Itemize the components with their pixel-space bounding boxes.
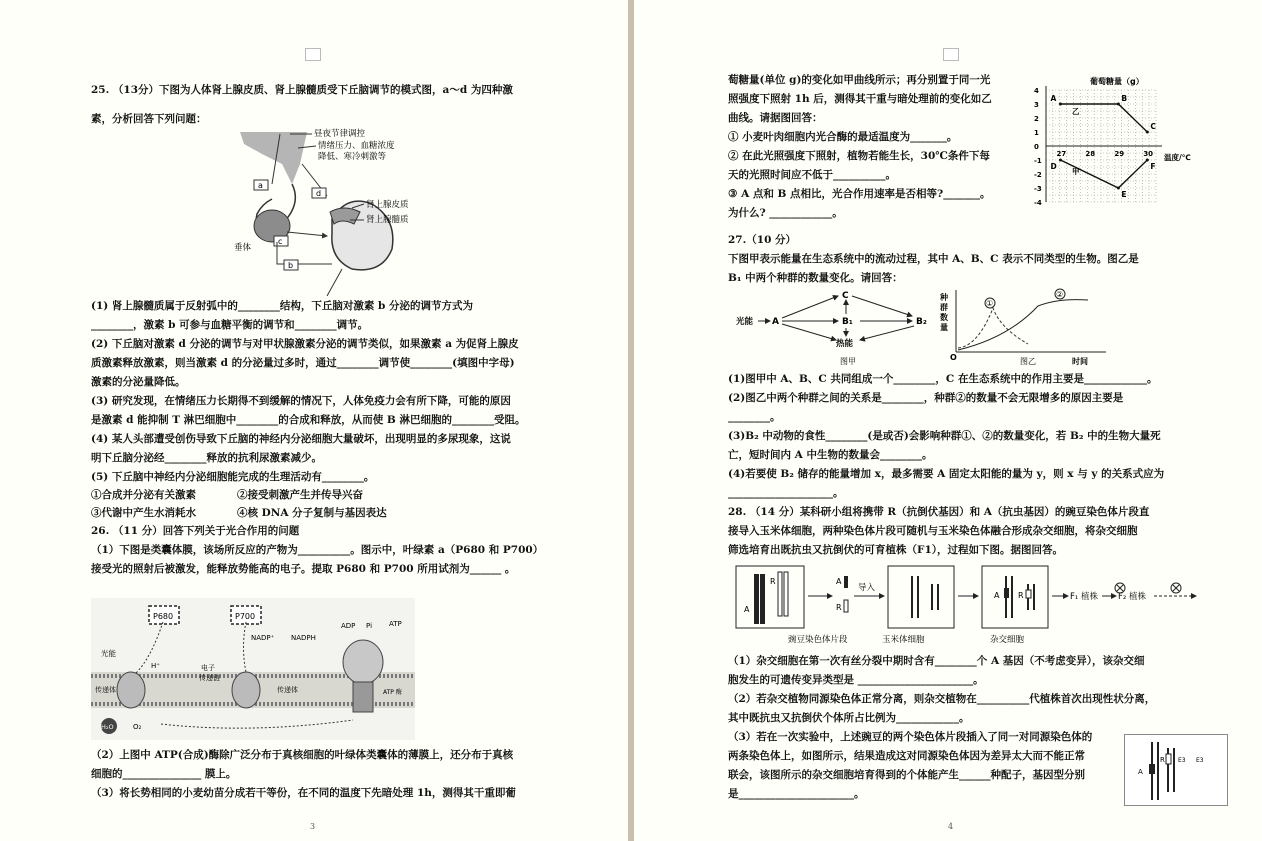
- q28-fig-f2: F₂ 植株: [1118, 592, 1146, 602]
- gc-point-label: D: [1050, 162, 1057, 171]
- jia-caption: 图甲: [840, 357, 856, 366]
- gc-y-tick: 0: [1034, 143, 1039, 151]
- gc-point: [1117, 187, 1120, 190]
- q26-line1: 26. （11 分）回答下列关于光合作用的问题: [91, 525, 300, 537]
- fig26-hplus-1: H⁺: [151, 662, 160, 670]
- q28-line1: 28. （14 分）某科研小组将携带 R（抗倒伏基因）和 A（抗虫基因）的豌豆染色体片段直: [728, 506, 1150, 518]
- yi-origin: O: [950, 353, 957, 362]
- hybrid-r-block: [1026, 590, 1031, 598]
- gc-y-tick: -4: [1034, 199, 1042, 206]
- small-fig-r: R: [1160, 756, 1165, 764]
- fig25-label-pituitary: 垂体: [234, 243, 252, 253]
- yi-curve-2-label: ②: [1056, 290, 1064, 299]
- fragment-r: [844, 600, 848, 612]
- q25-figure: [232, 124, 422, 296]
- gc-x-tick: 29: [1114, 150, 1125, 158]
- yi-ylabel-4: 量: [940, 323, 948, 332]
- gc-y-tick: 2: [1034, 115, 1039, 123]
- q26c-line6: 天的光照时间应不低于__________。: [728, 169, 896, 181]
- hybrid-cell-box: [982, 566, 1048, 628]
- jia-arrow-b2-heat: [860, 326, 914, 340]
- fig25-label-b: b: [288, 261, 294, 270]
- gc-x-tick: 30: [1143, 150, 1154, 158]
- q25-option-1: ①合成并分泌有关激素: [91, 489, 196, 501]
- q25-2-line3: 激素的分泌量降低。: [91, 376, 186, 388]
- pea-chrom-3: [778, 572, 782, 616]
- maize-cell-box: [888, 566, 954, 628]
- jia-arrow-a-c: [782, 296, 838, 318]
- fig26-chain: 传递链: [199, 674, 220, 682]
- q28-3-line2: 两条染色体上，如图所示，结果造成这对同源染色体因为差异太大而不能正常: [728, 750, 1085, 762]
- header-mark-icon: [305, 48, 321, 61]
- gc-y-tick: 3: [1034, 101, 1039, 109]
- glucose-chart-xlabel: 温度/℃: [1164, 153, 1191, 162]
- q28-line3: 筛选培育出既抗虫又抗倒伏的可育植株（F1），过程如下图。据图回答。: [728, 544, 1064, 556]
- gc-point: [1146, 131, 1149, 134]
- jia-b2: B₂: [916, 317, 927, 327]
- fig26-light: 光能: [101, 649, 116, 658]
- jia-light: 光能: [736, 317, 754, 327]
- adrenal-shape: [330, 208, 360, 224]
- q26-2-line1: （2）上图中 ATP(合成)酶除广泛分布于真核细胞的叶绿体类囊体的薄膜上，还分布于真核: [91, 749, 514, 761]
- q28-2-line1: （2）若杂交植物同源染色体正常分离，则杂交植物在__________代植株首次出现性状分离，: [728, 693, 1156, 705]
- q27-3-line2: 亡，短时间内 A 中生物的数量会________。: [728, 449, 933, 461]
- fig25-label-cortex: 肾上腺皮质: [366, 200, 409, 210]
- small-a-block: [1149, 764, 1155, 774]
- gc-y-tick: -1: [1034, 157, 1042, 165]
- small-r-block: [1166, 754, 1171, 764]
- page-number-right: 4: [948, 822, 954, 831]
- yi-curve-2: [958, 300, 1088, 350]
- q28-3-line4: 是______________________。: [728, 788, 865, 800]
- ureter-line: [327, 269, 342, 296]
- fig25-label-circadian: 昼夜节律调控: [314, 129, 366, 139]
- q25-option-4: ④核 DNA 分子复制与基因表达: [237, 507, 387, 519]
- q28-3-line1: （3）若在一次实验中，上述豌豆的两个染色体片段插入了同一对同源染色体的: [728, 731, 1093, 743]
- q25-3-line2: 是激素 d 能抑制 T 淋巴细胞中________的合成和释放，从而使 B 淋巴细胞的________受阻。: [91, 414, 526, 426]
- q26c-line7: ③ A 点和 B 点相比，光合作用速率是否相等?_______。: [728, 188, 991, 200]
- jia-heat: 热能: [836, 339, 854, 349]
- yi-ylabel-1: 种: [940, 293, 948, 302]
- page-left: [0, 0, 628, 841]
- q26-thylakoid-figure: [91, 598, 415, 740]
- q28-fig-r3: R: [1018, 591, 1024, 600]
- ps2-complex: [117, 672, 145, 708]
- fig25-label-d: d: [316, 189, 322, 198]
- q28-line2: 接导入玉米体细胞，两种染色体片段可随机与玉米染色体融合形成杂交细胞，将杂交细胞: [728, 525, 1138, 537]
- gc-y-tick: 1: [1034, 129, 1039, 137]
- yi-ylabel-3: 数: [940, 313, 948, 322]
- jia-b1: B₁: [842, 317, 853, 327]
- fig26-atp: ATP: [389, 620, 402, 628]
- q25-3-line1: (3) 研究发现，在情绪压力长期得不到缓解的情况下，人体免疫力会有所下降，可能的原因: [91, 395, 511, 407]
- fig25-label-stress-1: 情绪压力、血糖浓度: [318, 141, 395, 151]
- yi-curve-1-label: ①: [986, 299, 994, 308]
- q25-4-line1: (4) 某人头部遭受创伤导致下丘脑的神经内分泌细胞大量破坏，出现明显的多尿现象，这说: [91, 433, 511, 445]
- jia-arrow-a-heat: [782, 324, 836, 340]
- q27-header: 27.（10 分）: [728, 234, 797, 246]
- q28-2-line2: 其中既抗虫又抗倒伏个体所占比例为____________。: [728, 712, 970, 724]
- fig26-p700: P700: [235, 612, 256, 621]
- page-right: [634, 0, 1262, 841]
- fig25-label-medulla: 肾上腺髓质: [366, 215, 409, 225]
- hybrid-a-block: [1004, 588, 1009, 598]
- q27-4-line1: (4)若要使 B₂ 储存的能量增加 x，最多需要 A 固定太阳能的量为 y，则 x 与 y 的关系式应为: [728, 468, 1165, 480]
- q28-caption-hybrid: 杂交细胞: [990, 635, 1025, 645]
- gc-point: [1059, 159, 1062, 162]
- gc-point: [1117, 103, 1120, 106]
- yi-ylabel-2: 群: [940, 303, 948, 312]
- gc-point-label: E: [1121, 190, 1127, 199]
- yi-curve-1: [958, 308, 1028, 348]
- pea-cell-box: [736, 566, 804, 628]
- small-fig-e3a: E3: [1178, 757, 1186, 764]
- gc-x-tick: 28: [1085, 150, 1096, 158]
- q28-fig-r1: R: [770, 577, 776, 586]
- small-fig-e3b: E3: [1196, 757, 1204, 764]
- q26c-line4: ① 小麦叶肉细胞内光合酶的最适温度为_______。: [728, 131, 958, 143]
- q25-line1: 25. （13分）下图为人体肾上腺皮质、肾上腺髓质受下丘脑调节的模式图，a～d 为四种激: [91, 84, 513, 96]
- q28-caption-pea: 豌豆染色体片段: [788, 635, 848, 645]
- gc-point: [1146, 159, 1149, 162]
- fig26-carrier-2: 传递体: [277, 686, 298, 694]
- gc-point-label: A: [1050, 94, 1057, 103]
- q28-fig-f1: F₁ 植株: [1070, 592, 1098, 602]
- q25-5: (5) 下丘脑中神经内分泌细胞能完成的生理活动有________。: [91, 471, 375, 483]
- fig26-h2o: H₂O: [101, 723, 114, 731]
- fig25-label-stress-2: 降低、寒冷刺激等: [318, 152, 387, 162]
- pea-chrom-4: [784, 572, 788, 616]
- q28-small-figure: [1124, 734, 1228, 806]
- glucose-chart-title: 葡萄糖量（g）: [1090, 77, 1144, 86]
- fig26-o2: O₂: [133, 723, 142, 731]
- pea-chrom-1: [754, 574, 759, 624]
- fig26-p680: P680: [153, 612, 174, 621]
- gc-point: [1059, 103, 1062, 106]
- q27-4-line2: ____________________。: [728, 487, 844, 499]
- fragment-a: [844, 576, 848, 588]
- q26c-line8: 为什么? ____________。: [728, 207, 843, 219]
- small-fig-a: A: [1138, 768, 1143, 776]
- atp-synthase-head: [343, 640, 383, 684]
- yi-caption: 图乙: [1020, 357, 1036, 366]
- jia-c: C: [842, 291, 849, 301]
- q27-line1: 下图甲表示能量在生态系统中的流动过程，其中 A、B、C 表示不同类型的生物。图乙是: [728, 253, 1139, 265]
- q26c-line1: 萄糖量(单位 g)的变化如甲曲线所示；再分别置于同一光: [728, 74, 991, 86]
- q28-fig-r2: R: [836, 603, 842, 612]
- q26c-line3: 曲线。请据图回答：: [728, 112, 823, 124]
- q27-2-line2: ________。: [728, 411, 781, 423]
- fig26-electron: 电子: [201, 664, 215, 672]
- fig26-pi: Pi: [366, 622, 373, 630]
- fig-yi: [938, 288, 1110, 368]
- page-number-left: 3: [310, 822, 316, 831]
- q27-2-line1: (2)图乙中两个种群之间的关系是________，种群②的数量不会无限增多的原因主要是: [728, 392, 1124, 404]
- jia-a: A: [772, 317, 779, 327]
- gc-point-label: B: [1121, 94, 1128, 103]
- q25-1-line1: (1) 肾上腺髓质属于反射弧中的________结构，下丘脑对激素 b 分泌的调节方式为: [91, 300, 474, 312]
- gc-x-tick: 27: [1056, 150, 1067, 158]
- q28-fig-a2: A: [836, 577, 842, 586]
- q28-fig-a1: A: [744, 605, 750, 614]
- gc-point-label: F: [1150, 162, 1156, 171]
- q26c-line5: ② 在此光照强度下照射，植物若能生长，30℃条件下每: [728, 150, 990, 162]
- jia-arrow-c-b2: [852, 296, 912, 316]
- fig25-label-c: c: [278, 237, 283, 246]
- q28-1-line2: 胞发生的可遗传变异类型是 ______________________。: [728, 674, 984, 686]
- q26-1-line1: （1）下图是类囊体膜，该场所反应的产物为__________。图示中，叶绿素 a（P680 和 P700）: [91, 544, 544, 556]
- q27-3-line1: (3)B₂ 中动物的食性________(是或否)会影响种群①、②的数量变化，若 B₂ 中的生物大量死: [728, 430, 1161, 442]
- fig25-label-a: a: [258, 181, 263, 190]
- gc-series-name: 乙: [1072, 107, 1080, 116]
- q28-figure: [734, 562, 1204, 650]
- q25-2-line1: (2) 下丘脑对激素 d 分泌的调节与对甲状腺激素分泌的调节类似，如果激素 a 为促肾上腺皮: [91, 338, 519, 350]
- q28-3-line3: 联会，该图所示的杂交细胞培育得到的个体能产生______种配子，基因型分别: [728, 769, 1085, 781]
- q25-line2: 素，分析回答下列问题：: [91, 113, 207, 125]
- fig26-atpase: ATP 酶: [383, 689, 402, 696]
- fig26-nadp: NADP⁺: [251, 634, 275, 642]
- q28-caption-maize: 玉米体细胞: [882, 635, 925, 645]
- pea-chrom-2: [760, 574, 765, 624]
- ps1-complex: [232, 672, 260, 708]
- q26-3-line1: （3）将长势相同的小麦幼苗分成若干等份，在不同的温度下先暗处理 1h，测得其干重即葡: [91, 787, 516, 799]
- q26c-line2: 照强度下照射 1h 后，测得其干重与暗处理前的变化如乙: [728, 93, 992, 105]
- gc-point-label: C: [1150, 122, 1156, 131]
- gc-series-name: 甲: [1072, 167, 1080, 176]
- q25-1-line2: ________，激素 b 可参与血糖平衡的调节和________调节。: [91, 319, 369, 331]
- fig26-adp: ADP: [341, 622, 356, 630]
- glucose-chart: [1016, 74, 1212, 206]
- atp-synthase-stalk: [353, 682, 373, 712]
- q28-1-line1: （1）杂交细胞在第一次有丝分裂中期时含有________个 A 基因（不考虑变异），该杂交细: [728, 655, 1145, 667]
- q26-1-line2: 接受光的照射后被激发，能释放势能高的电子。提取 P680 和 P700 所用试剂为______ 。: [91, 563, 516, 575]
- yi-xlabel: 时间: [1072, 357, 1088, 366]
- gc-y-tick: -3: [1034, 185, 1042, 193]
- fig26-nadph: NADPH: [291, 634, 316, 642]
- q25-option-3: ③代谢中产生水消耗水: [91, 507, 196, 519]
- q25-option-2: ②接受刺激产生并传导兴奋: [237, 489, 363, 501]
- q25-2-line2: 质激素释放激素，则当激素 d 的分泌量过多时，通过________调节使________(填图中字母): [91, 357, 515, 369]
- fig26-carrier-1: 传递体: [95, 686, 116, 694]
- q28-fig-import: 导入: [858, 583, 876, 593]
- q25-4-line2: 明下丘脑分泌经________释放的抗利尿激素减少。: [91, 452, 322, 464]
- header-mark-icon: [943, 48, 959, 61]
- arrow-c: [287, 232, 327, 236]
- q26-2-line2: 细胞的_______________ 膜上。: [91, 768, 237, 780]
- q27-line2: B₁ 中两个种群的数量变化。请回答：: [728, 272, 903, 284]
- gc-y-tick: 4: [1034, 87, 1039, 95]
- fig-jia: [736, 286, 936, 368]
- q28-fig-a3: A: [994, 591, 1000, 600]
- q27-1: (1)图甲中 A、B、C 共同组成一个________，C 在生态系统中的作用主要是____________。: [728, 373, 1158, 385]
- gc-y-tick: -2: [1034, 171, 1042, 179]
